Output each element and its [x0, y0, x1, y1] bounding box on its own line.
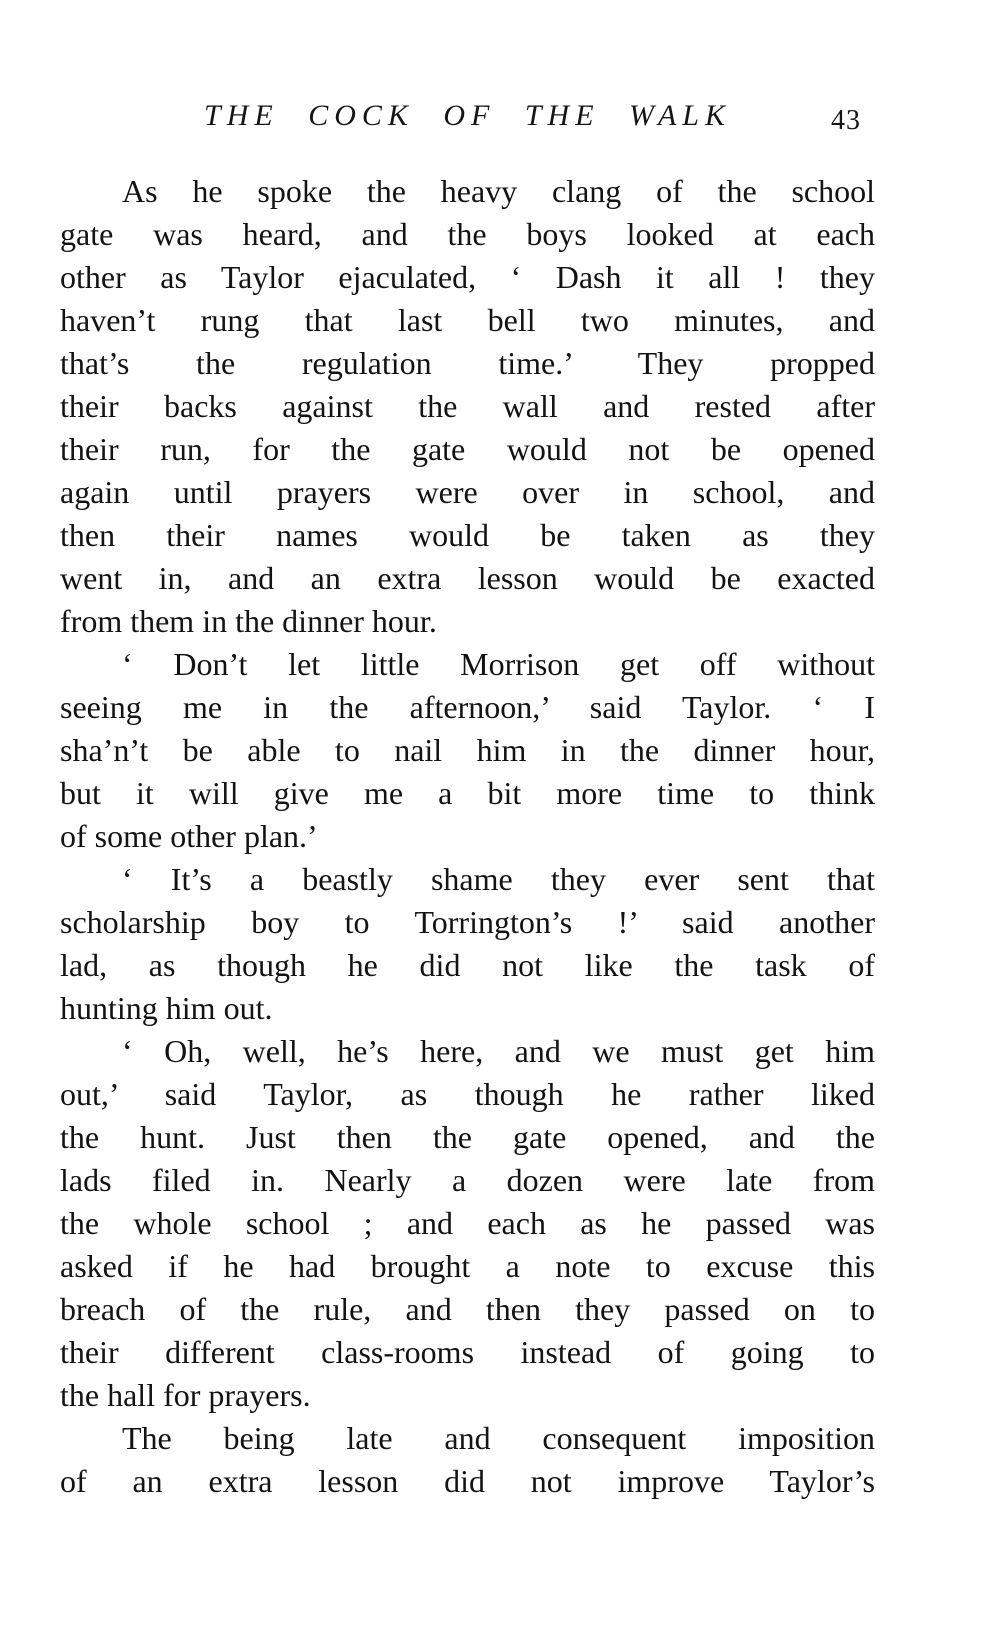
- text-line: but it will give me a bit more time to think: [60, 775, 875, 811]
- paragraph: [60, 643, 875, 858]
- page-body: [60, 170, 875, 1503]
- paragraph: [60, 1030, 875, 1417]
- text-line: lad, as though he did not like the task of: [60, 947, 875, 983]
- text-line: breach of the rule, and then they passed on to: [60, 1291, 875, 1327]
- text-line: The being late and consequent imposition: [122, 1420, 875, 1456]
- text-line: of an extra lesson did not improve Taylor’s: [60, 1463, 875, 1499]
- text-line: seeing me in the afternoon,’ said Taylor. ‘ I: [60, 689, 875, 725]
- text-line: of some other plan.’: [60, 818, 318, 854]
- text-line: haven’t rung that last bell two minutes, and: [60, 302, 875, 338]
- paragraph: [60, 1417, 875, 1503]
- running-title: THE COCK OF THE WALK: [204, 99, 731, 132]
- text-line: then their names would be taken as they: [60, 517, 875, 553]
- text-line: the hall for prayers.: [60, 1377, 311, 1413]
- text-line: hunting him out.: [60, 990, 273, 1026]
- page-number: 43: [831, 105, 861, 136]
- text-line: ‘ It’s a beastly shame they ever sent that: [122, 861, 875, 897]
- paragraph: [60, 170, 875, 643]
- text-line: the whole school ; and each as he passed was: [60, 1205, 875, 1241]
- page-header: [60, 99, 875, 139]
- text-line: gate was heard, and the boys looked at each: [60, 216, 875, 252]
- text-line: from them in the dinner hour.: [60, 603, 437, 639]
- text-line: ‘ Oh, well, he’s here, and we must get him: [122, 1033, 875, 1069]
- text-line: scholarship boy to Torrington’s !’ said another: [60, 904, 875, 940]
- text-line: went in, and an extra lesson would be exacted: [60, 560, 875, 596]
- text-line: other as Taylor ejaculated, ‘ Dash it all ! they: [60, 259, 875, 295]
- text-line: lads filed in. Nearly a dozen were late from: [60, 1162, 875, 1198]
- text-line: the hunt. Just then the gate opened, and the: [60, 1119, 875, 1155]
- text-line: their run, for the gate would not be opened: [60, 431, 875, 467]
- text-line: asked if he had brought a note to excuse this: [60, 1248, 875, 1284]
- text-line: that’s the regulation time.’ They propped: [60, 345, 875, 381]
- text-line: again until prayers were over in school, and: [60, 474, 875, 510]
- text-line: out,’ said Taylor, as though he rather liked: [60, 1076, 875, 1112]
- text-line: ‘ Don’t let little Morrison get off without: [122, 646, 875, 682]
- text-line: As he spoke the heavy clang of the school: [122, 173, 875, 209]
- text-line: their different class-rooms instead of going to: [60, 1334, 875, 1370]
- paragraph: [60, 858, 875, 1030]
- text-line: sha’n’t be able to nail him in the dinner hour,: [60, 732, 875, 768]
- text-line: their backs against the wall and rested after: [60, 388, 875, 424]
